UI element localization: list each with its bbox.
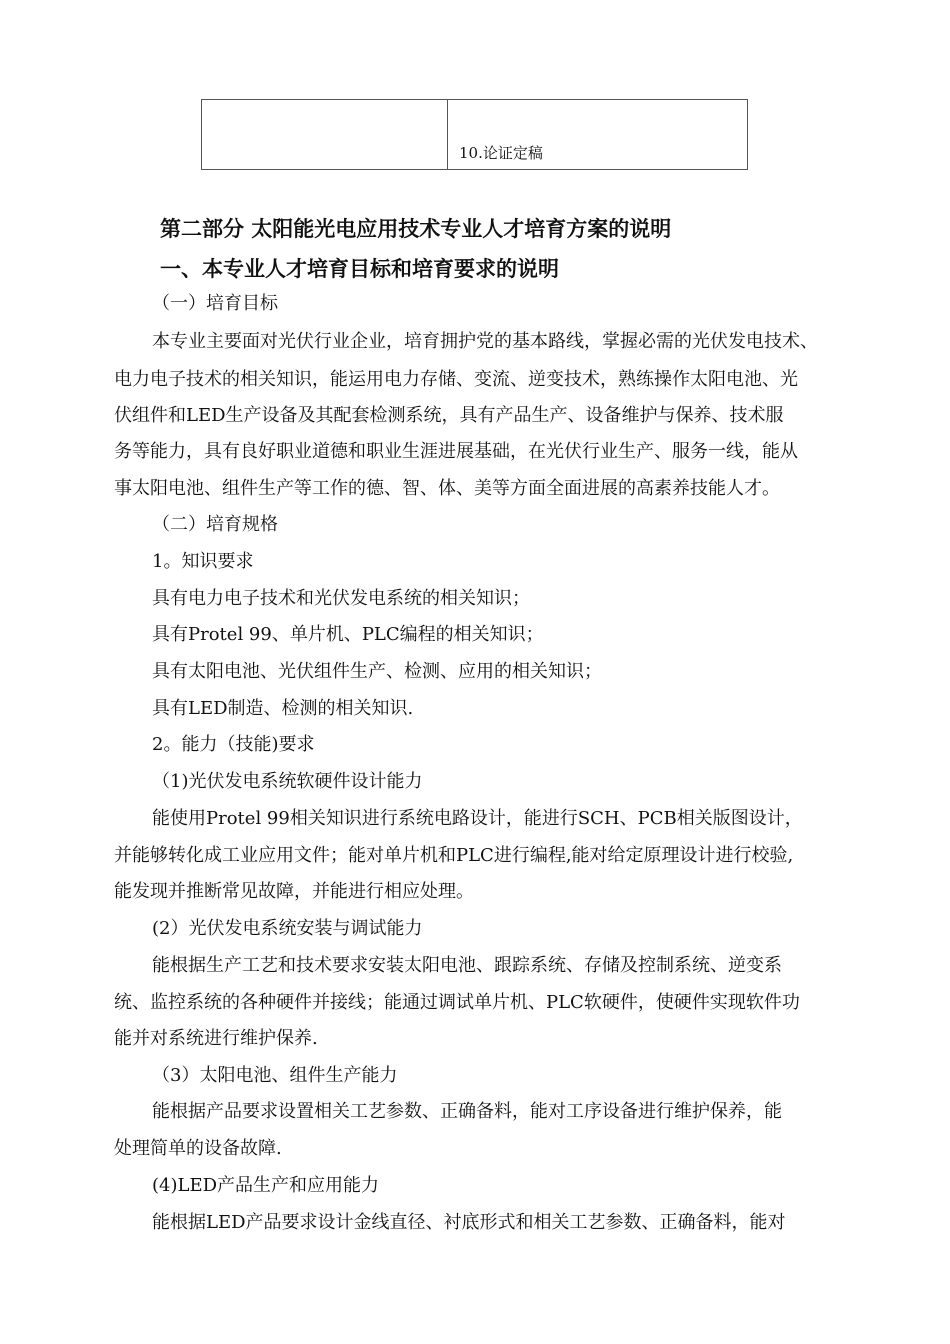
subheading-ability-4: (4)LED产品生产和应用能力	[152, 1175, 380, 1196]
paragraph-line: 并能够转化成工业应用文件；能对单片机和PLC进行编程,能对给定原理设计进行校验,	[114, 845, 794, 866]
subheading-ability-1: （1)光伏发电系统软硬件设计能力	[152, 771, 423, 792]
list-item: 具有LED制造、检测的相关知识.	[152, 698, 414, 719]
paragraph-line: 电力电子技术的相关知识，能运用电力存储、变流、逆变技术，熟练操作太阳电池、光	[114, 369, 798, 390]
table-cell-text: 10.论证定稿	[459, 144, 543, 162]
list-item: 具有Protel 99、单片机、PLC编程的相关知识；	[152, 624, 544, 645]
paragraph-line: 能使用Protel 99相关知识进行系统电路设计，能进行SCH、PCB相关版图设计，	[152, 808, 803, 829]
paragraph-line: 能发现并推断常见故障，并能进行相应处理。	[114, 881, 474, 902]
paragraph-line: 能根据产品要求设置相关工艺参数、正确备料，能对工序设备进行维护保养，能	[152, 1101, 782, 1122]
part-title: 第二部分 太阳能光电应用技术专业人才培育方案的说明	[160, 217, 672, 241]
process-table	[201, 99, 748, 170]
paragraph-line: 能根据LED产品要求设计金线直径、衬底形式和相关工艺参数、正确备料，能对	[152, 1212, 786, 1233]
table-column-divider	[447, 100, 448, 169]
paragraph-line: 本专业主要面对光伏行业企业，培育拥护党的基本路线，掌握必需的光伏发电技术、	[152, 331, 818, 352]
list-item: 具有太阳电池、光伏组件生产、检测、应用的相关知识；	[152, 661, 602, 682]
paragraph-line: 处理简单的设备故障.	[114, 1138, 282, 1159]
paragraph-line: 统、监控系统的各种硬件并接线；能通过调试单片机、PLC软硬件，使硬件实现软件功	[114, 992, 800, 1013]
section-heading: 一、本专业人才培育目标和培育要求的说明	[160, 257, 559, 281]
paragraph-line: 务等能力，具有良好职业道德和职业生涯进展基础，在光伏行业生产、服务一线，能从	[114, 441, 798, 462]
subheading-ability-3: （3）太阳电池、组件生产能力	[152, 1065, 398, 1086]
paragraph-line: 事太阳电池、组件生产等工作的德、智、体、美等方面全面进展的高素养技能人才。	[114, 478, 780, 499]
paragraph-line: 伏组件和LED生产设备及其配套检测系统，具有产品生产、设备维护与保养、技术服	[114, 405, 784, 426]
subheading-training-spec: （二）培育规格	[152, 514, 278, 535]
subheading-knowledge: 1。知识要求	[152, 551, 254, 572]
paragraph-line: 能根据生产工艺和技术要求安装太阳电池、跟踪系统、存储及控制系统、逆变系	[152, 955, 782, 976]
paragraph-line: 能并对系统进行维护保养.	[114, 1028, 318, 1049]
subheading-ability: 2。能力（技能)要求	[152, 734, 315, 755]
subheading-training-goal: （一）培育目标	[152, 293, 278, 314]
subheading-ability-2: (2）光伏发电系统安装与调试能力	[152, 918, 423, 939]
list-item: 具有电力电子技术和光伏发电系统的相关知识；	[152, 588, 530, 609]
